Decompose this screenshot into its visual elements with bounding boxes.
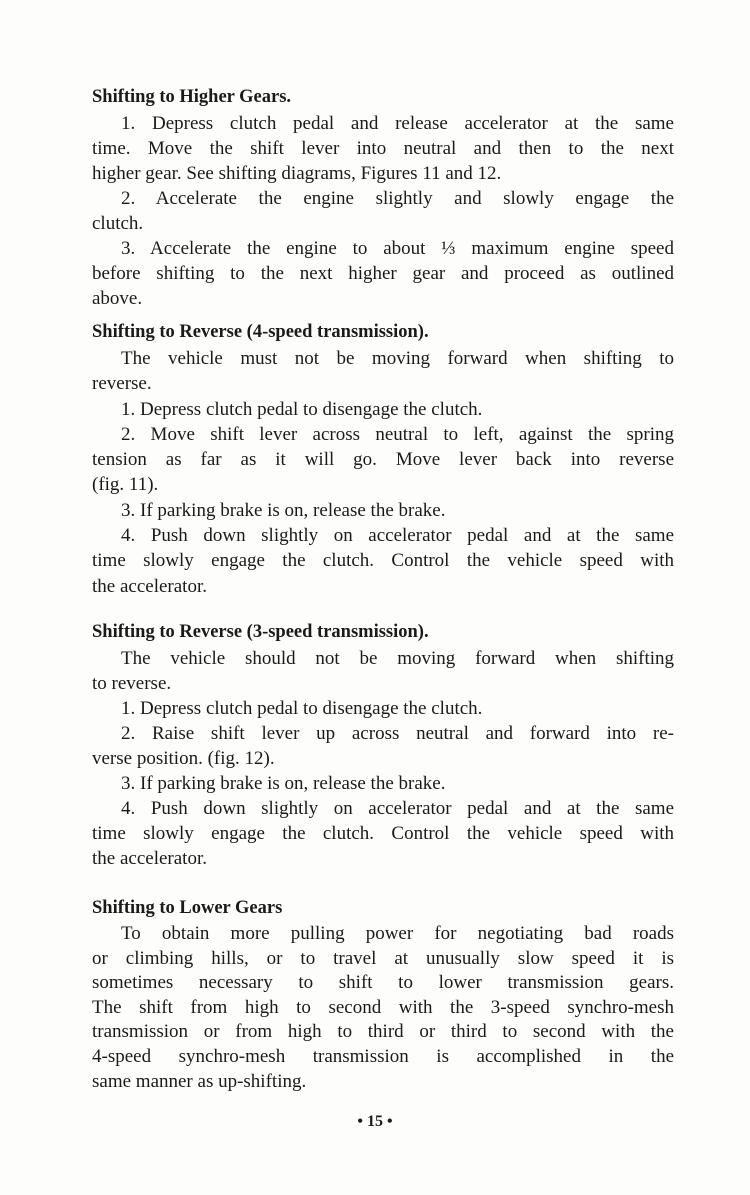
text-line: time slowly engage the clutch. Control the vehicle speed with [92,823,674,844]
text-line: transmission or from high to third or third to second with the [92,1021,674,1043]
text-line: The shift from high to second with the 3-speed synchro-mesh [92,996,674,1018]
section-heading: Shifting to Lower Gears [92,898,283,918]
text-line: the accelerator. [92,848,207,869]
text-line: (fig. 11). [92,474,159,496]
text-line: same manner as up-shifting. [92,1070,307,1092]
text-line: 2. Raise shift lever up across neutral and forward into re- [121,723,674,744]
text-line: above. [92,288,143,309]
text-line: 2. Move shift lever across neutral to left, against the spring [121,423,674,445]
text-line: 1. Depress clutch pedal to disengage the clutch. [121,398,483,420]
text-line: The vehicle should not be moving forward when shifting [121,648,674,669]
text-line: The vehicle must not be moving forward when shifting to [121,348,674,369]
text-line: the accelerator. [92,575,207,597]
text-line: 3. Accelerate the engine to about ⅓ maximum engine speed [121,238,674,259]
text-line: 1. Depress clutch pedal and release accelerator at the same [121,113,674,134]
section-heading: Shifting to Higher Gears. [92,87,292,107]
text-line: 4. Push down slightly on accelerator pedal and at the same [121,525,674,547]
text-line: 4. Push down slightly on accelerator pedal and at the same [121,798,674,819]
text-line: reverse. [92,373,152,395]
text-line: or climbing hills, or to travel at unusually slow speed it is [92,947,674,969]
text-line: 4-speed synchro-mesh transmission is accomplished in the [92,1045,674,1067]
text-line: clutch. [92,213,144,234]
section-reverse-3-speed [92,619,674,871]
text-line: To obtain more pulling power for negotiating bad roads [121,923,674,944]
section-reverse-4-speed [92,319,674,599]
section-higher-gears [92,84,674,311]
text-line: 3. If parking brake is on, release the brake. [121,773,446,794]
section-lower-gears [92,895,674,1094]
page-number: • 15 • [357,1113,393,1130]
section-heading: Shifting to Reverse (3-speed transmission). [92,622,429,642]
text-line: time slowly engage the clutch. Control the vehicle speed with [92,550,674,572]
text-line: higher gear. See shifting diagrams, Figures 11 and 12. [92,163,502,184]
text-line: sometimes necessary to shift to lower transmission gears. [92,972,674,994]
text-line: before shifting to the next higher gear and proceed as outlined [92,263,674,284]
text-line: to reverse. [92,673,172,694]
section-heading: Shifting to Reverse (4-speed transmission). [92,322,429,342]
text-line: tension as far as it will go. Move lever back into reverse [92,449,674,471]
text-line: time. Move the shift lever into neutral and then to the next [92,138,674,159]
text-line: 1. Depress clutch pedal to disengage the clutch. [121,698,483,719]
text-line: 2. Accelerate the engine slightly and slowly engage the [121,188,674,209]
text-line: 3. If parking brake is on, release the brake. [121,499,446,521]
text-line: verse position. (fig. 12). [92,748,275,769]
